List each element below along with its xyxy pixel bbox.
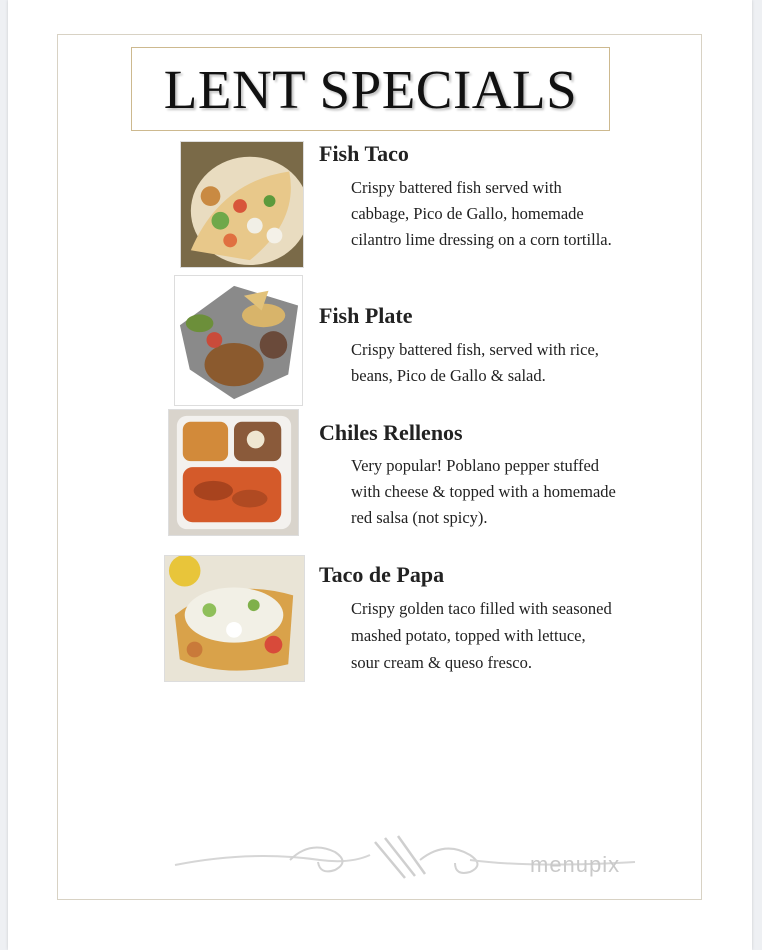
item-name-fish-taco: Fish Taco bbox=[319, 141, 409, 166]
item-desc-chiles-rellenos: Very popular! Poblano pepper stuffed with cheese & topped with a homemade red salsa (not spicy). bbox=[351, 456, 616, 527]
chiles-rellenos-photo bbox=[168, 409, 299, 536]
watermark: menupix bbox=[530, 852, 621, 877]
taco-de-papa-photo bbox=[164, 555, 305, 682]
title-box bbox=[131, 47, 610, 131]
item-name-fish-plate: Fish Plate bbox=[319, 303, 413, 328]
item-name-taco-de-papa: Taco de Papa bbox=[319, 562, 445, 587]
item-name-chiles-rellenos: Chiles Rellenos bbox=[319, 420, 463, 445]
item-desc-fish-plate: Crispy battered fish, served with rice, beans, Pico de Gallo & salad. bbox=[351, 340, 599, 385]
fish-plate-photo bbox=[174, 275, 303, 406]
item-desc-taco-de-papa: Crispy golden taco filled with seasoned mashed potato, topped with lettuce, sour cream & queso fresco. bbox=[351, 599, 612, 672]
fish-taco-photo bbox=[180, 141, 304, 268]
page-title: LENT SPECIALS bbox=[163, 58, 578, 120]
item-desc-fish-taco: Crispy battered fish served with cabbage, Pico de Gallo, homemade cilantro lime dressing on a corn tortilla. bbox=[351, 178, 612, 249]
